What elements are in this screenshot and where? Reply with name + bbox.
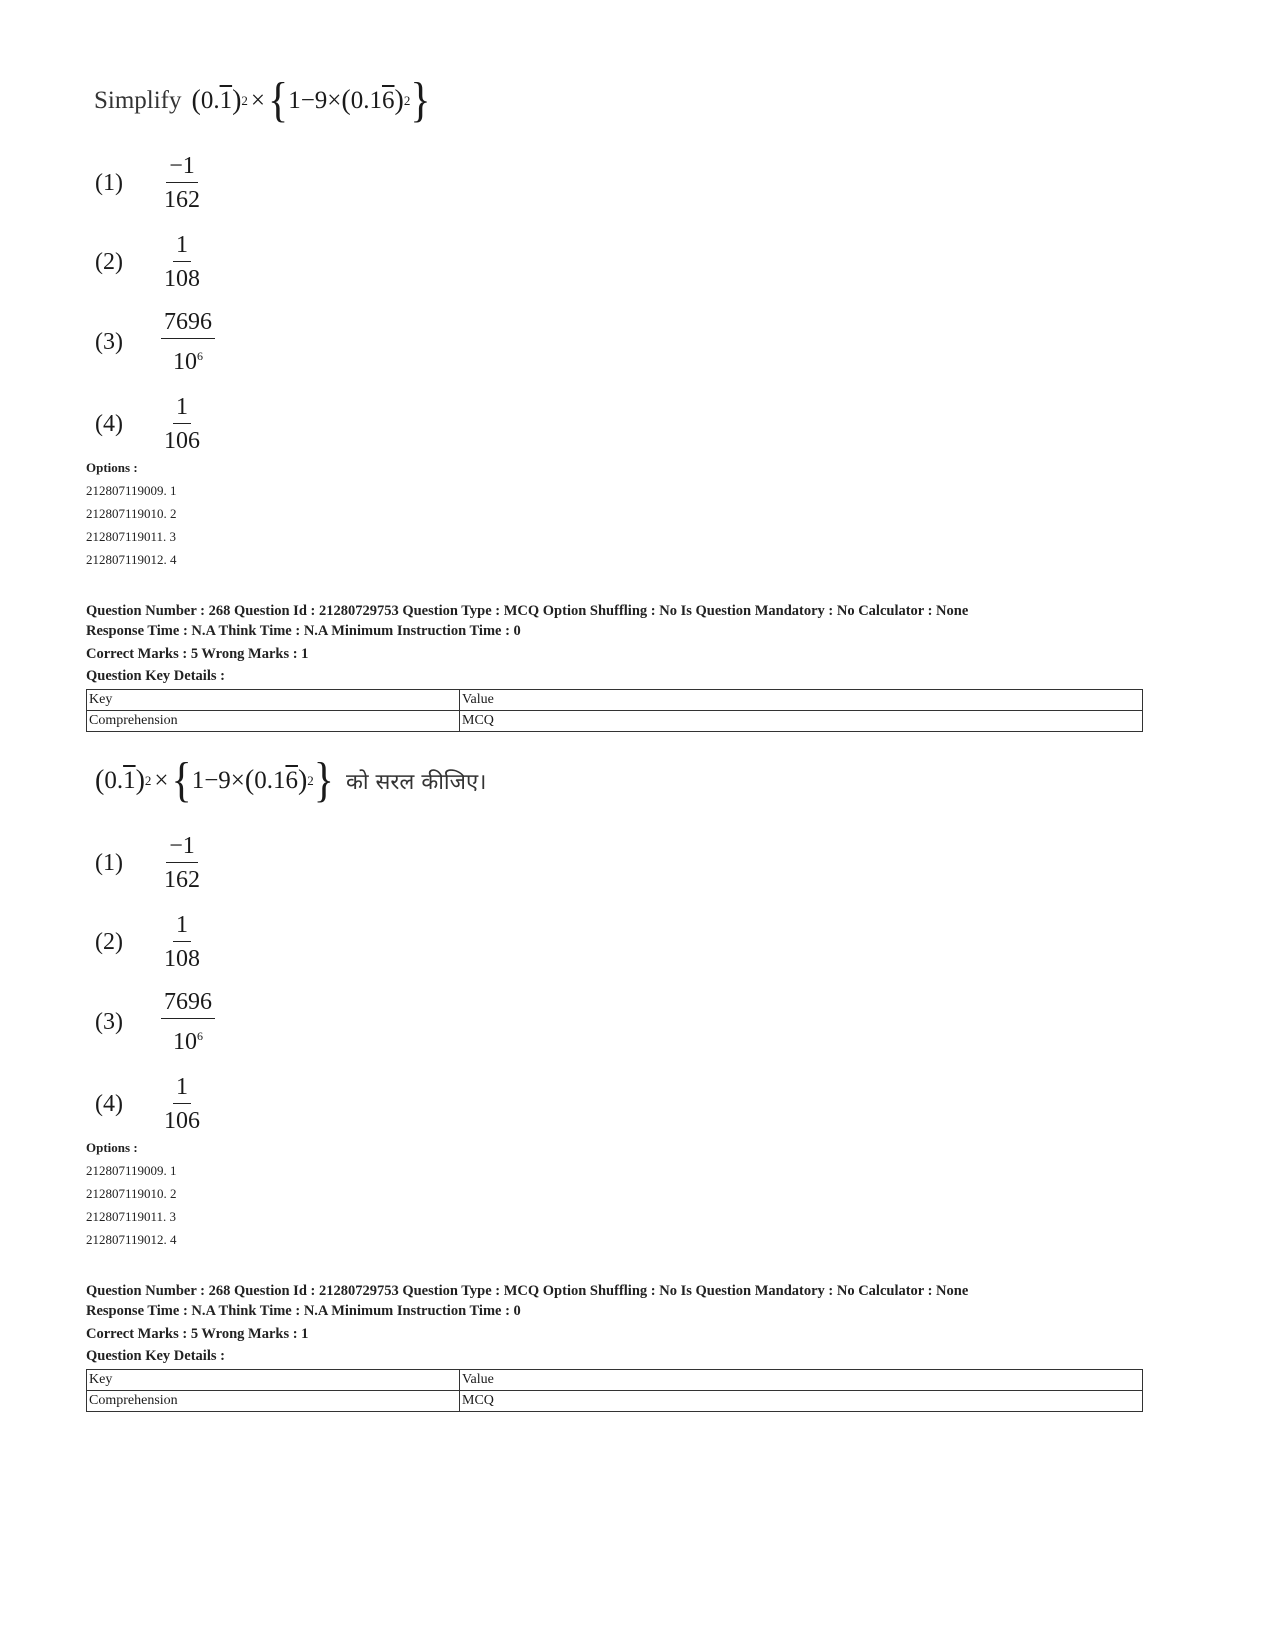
- option-id-4: 212807119012. 4: [86, 1232, 177, 1247]
- table-cell-value: MCQ: [460, 711, 1143, 732]
- table-header-value: Value: [460, 1370, 1143, 1391]
- question-trail-text: को सरल कीजिए।: [345, 770, 487, 795]
- question-block-english: [0, 0, 1275, 728]
- option-id-4: 212807119012. 4: [86, 552, 177, 567]
- table-cell-key: Comprehension: [87, 1391, 460, 1412]
- meta-response-time: Response Time : N.A Think Time : N.A Minimum Instruction Time : 0: [86, 623, 521, 639]
- option-id-2: 212807119010. 2: [86, 1186, 177, 1201]
- option-3-fraction: $\frac{7696}{10^6}$: [161, 988, 215, 1056]
- table-cell-value: MCQ: [460, 1391, 1143, 1412]
- meta-question-info: Question Number : 268 Question Id : 21280729753 Question Type : MCQ Option Shuffling : No Is Question Mandatory : No Calculator : None: [86, 1283, 969, 1299]
- option-id-1: 212807119009. 1: [86, 1163, 177, 1178]
- table-header-key: Key: [87, 690, 460, 711]
- meta-question-info: Question Number : 268 Question Id : 21280729753 Question Type : MCQ Option Shuffling : No Is Question Mandatory : No Calculator : None: [86, 603, 969, 619]
- option-4-fraction: $\frac{1}{106}$: [164, 394, 200, 454]
- option-3: (3) $\frac{7696}{10^6}$: [95, 982, 215, 1062]
- meta-response-time: Response Time : N.A Think Time : N.A Minimum Instruction Time : 0: [86, 1303, 521, 1319]
- question-expression: ( 0. 1 ) 2 × { 1−9× ( 0.1 6 ) 2 }: [95, 754, 334, 808]
- options-label: Options :: [86, 460, 138, 475]
- option-id-3: 212807119011. 3: [86, 1209, 177, 1224]
- option-4: (4) $\frac{1}{106}$: [95, 384, 203, 464]
- question-text: [95, 754, 487, 808]
- table-cell-key: Comprehension: [87, 711, 460, 732]
- option-1-fraction: $\frac{-1}{162}$: [164, 153, 200, 213]
- table-header-key: Key: [87, 1370, 460, 1391]
- option-2: (2) $\frac{1}{108}$: [95, 222, 203, 302]
- question-text: [94, 74, 431, 128]
- option-3-fraction: $\frac{7696}{10^6}$: [161, 308, 215, 376]
- option-2-fraction: $\frac{1}{108}$: [164, 912, 200, 972]
- meta-key-details: Question Key Details :: [86, 668, 225, 684]
- table-header-row: [87, 1370, 1143, 1391]
- meta-key-details: Question Key Details :: [86, 1348, 225, 1364]
- question-expression: ( 0. 1 ) 2 × { 1−9× ( 0.1 6 ) 2 }: [191, 74, 431, 128]
- option-1: (1) $\frac{-1}{162}$: [95, 823, 203, 903]
- option-id-2: 212807119010. 2: [86, 506, 177, 521]
- options-label: Options :: [86, 1140, 138, 1155]
- option-1: (1) $\frac{-1}{162}$: [95, 143, 203, 223]
- meta-marks: Correct Marks : 5 Wrong Marks : 1: [86, 646, 309, 662]
- option-2: (2) $\frac{1}{108}$: [95, 902, 203, 982]
- table-header-value: Value: [460, 690, 1143, 711]
- question-block-hindi: [0, 680, 1275, 1408]
- option-id-1: 212807119009. 1: [86, 483, 177, 498]
- meta-marks: Correct Marks : 5 Wrong Marks : 1: [86, 1326, 309, 1342]
- option-id-3: 212807119011. 3: [86, 529, 177, 544]
- table-row: [87, 1391, 1143, 1412]
- option-1-fraction: $\frac{-1}{162}$: [164, 833, 200, 893]
- option-3: (3) $\frac{7696}{10^6}$: [95, 302, 215, 382]
- option-2-fraction: $\frac{1}{108}$: [164, 232, 200, 292]
- question-lead-word: Simplify: [94, 87, 182, 114]
- option-4: (4) $\frac{1}{106}$: [95, 1064, 203, 1144]
- key-details-table: [86, 1369, 1143, 1412]
- option-4-fraction: $\frac{1}{106}$: [164, 1074, 200, 1134]
